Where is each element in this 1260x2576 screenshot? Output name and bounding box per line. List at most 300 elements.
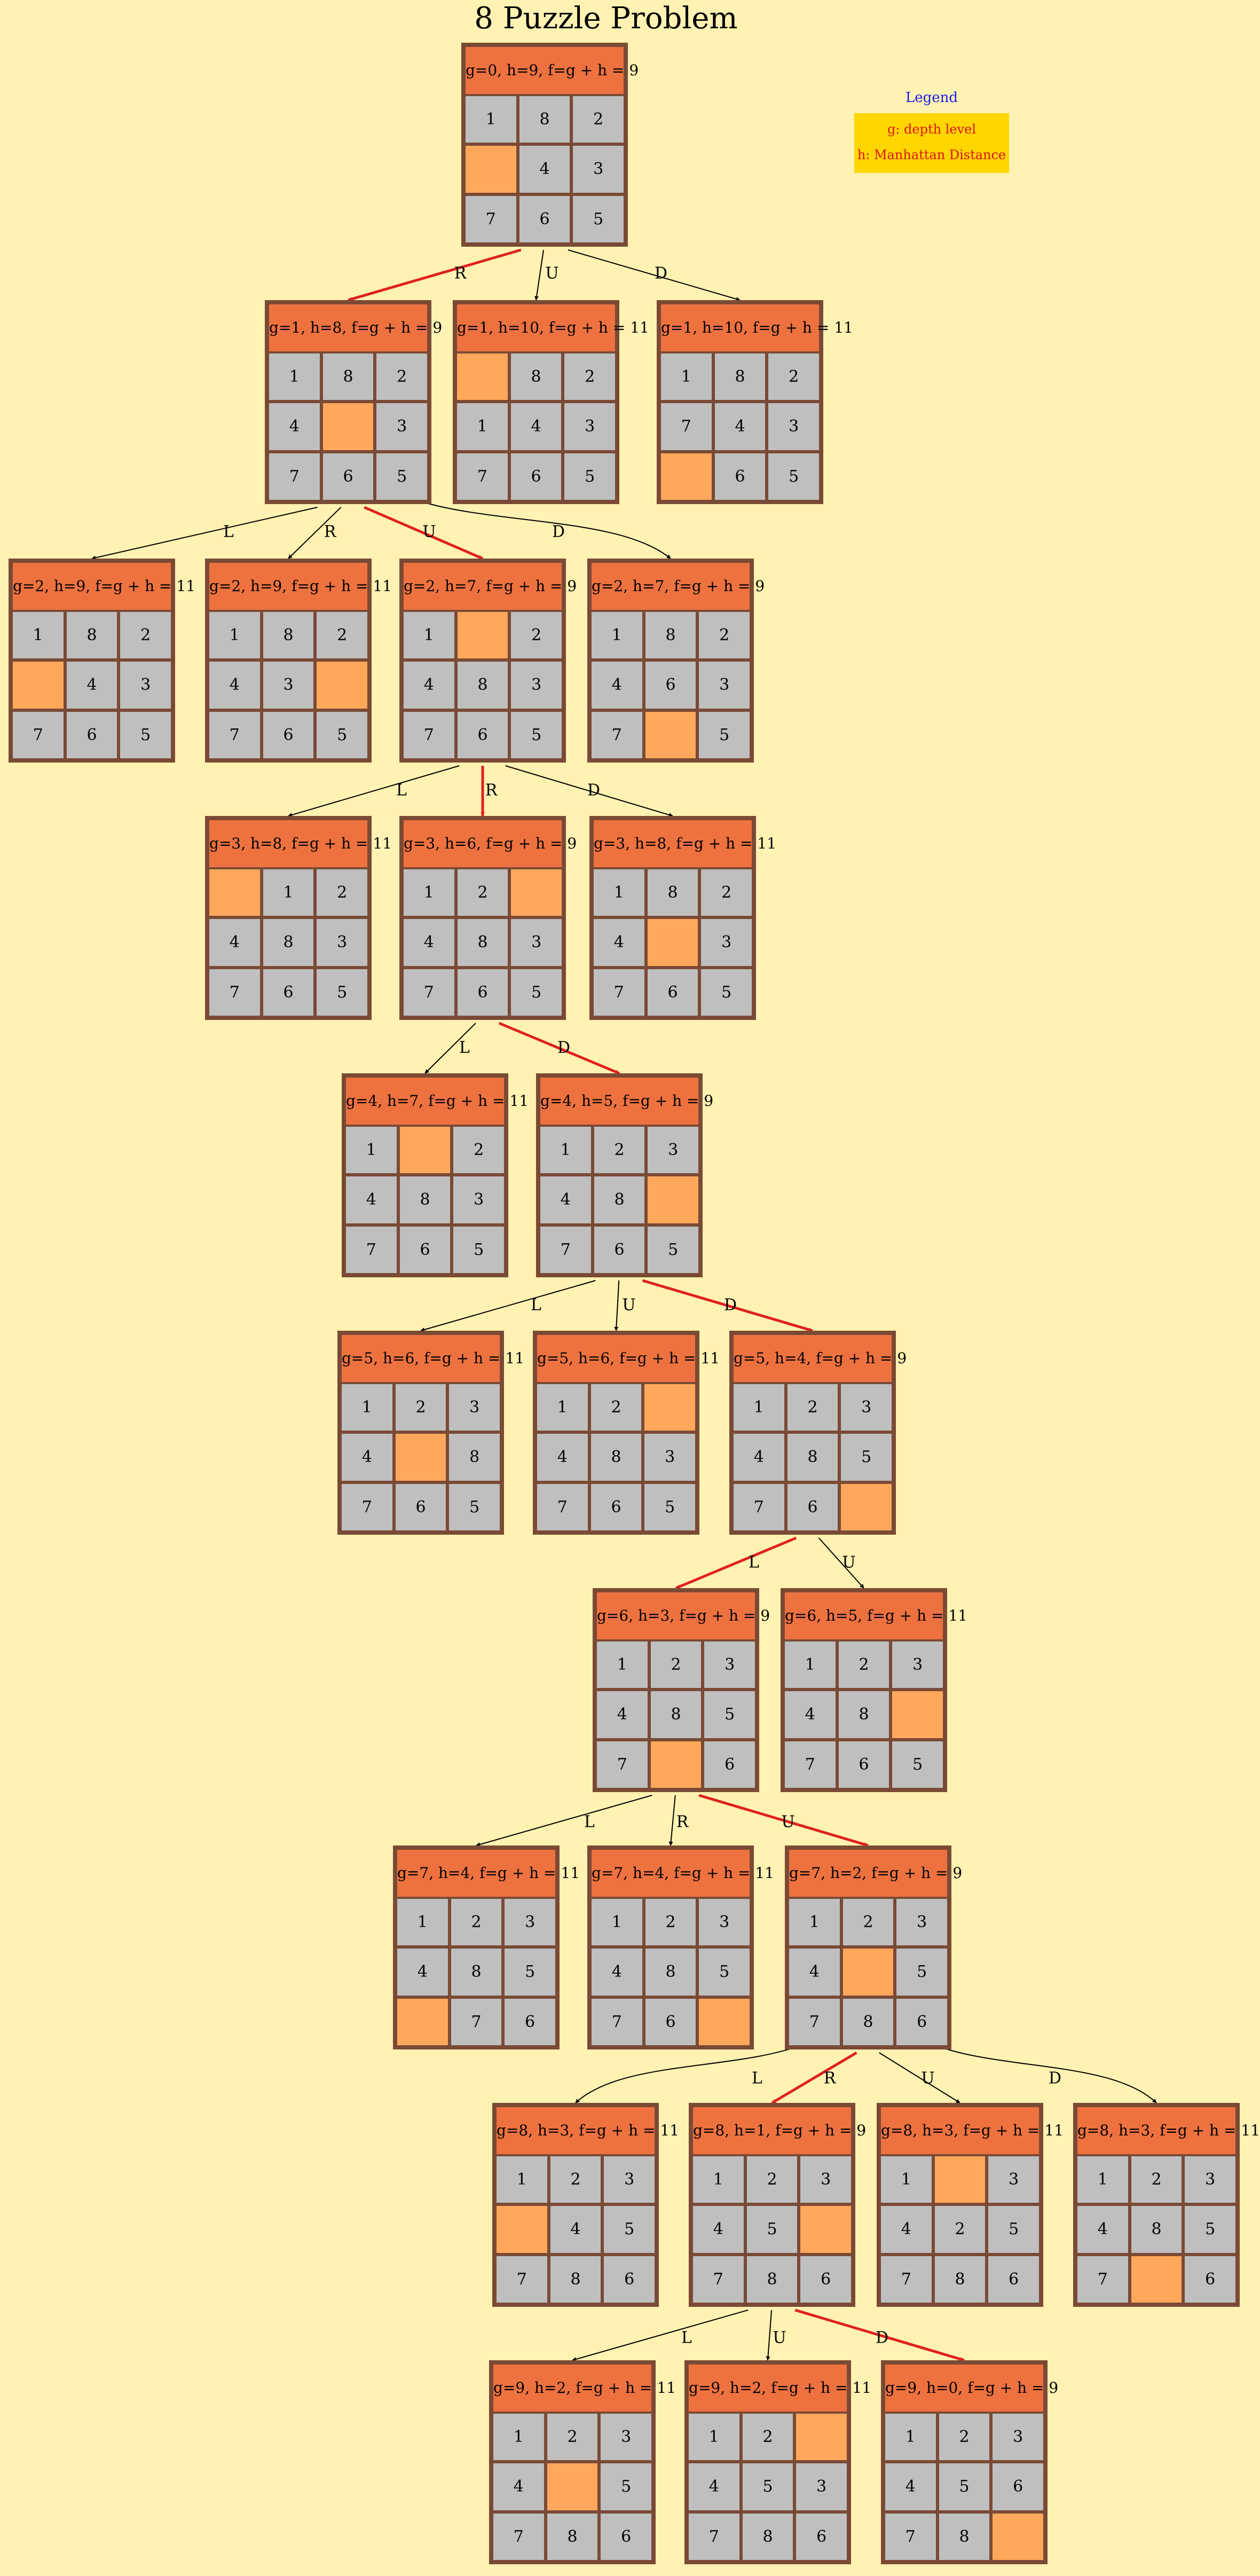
tile: 6 bbox=[704, 1741, 755, 1788]
puzzle-grid bbox=[693, 2156, 851, 2303]
tile: 7 bbox=[537, 1484, 588, 1530]
tile: 4 bbox=[537, 1434, 588, 1480]
tile: 3 bbox=[701, 919, 752, 965]
tile: 2 bbox=[317, 612, 367, 658]
node-cost-label: g=7, h=4, f=g + h = 11 bbox=[397, 1850, 555, 1897]
tile: 2 bbox=[451, 1899, 502, 1945]
tile: 4 bbox=[881, 2206, 932, 2252]
tile: 6 bbox=[396, 1484, 446, 1530]
puzzle-state-node bbox=[9, 559, 196, 763]
legend-item-depth: g: depth level bbox=[887, 122, 976, 137]
tile: 1 bbox=[537, 1384, 588, 1431]
blank-tile bbox=[843, 1949, 894, 1995]
tile: 5 bbox=[988, 2206, 1039, 2252]
tree-edge bbox=[616, 1281, 619, 1331]
edge-move-label: L bbox=[531, 1295, 541, 1315]
tile: 7 bbox=[13, 712, 64, 758]
puzzle-grid bbox=[594, 869, 752, 1016]
puzzle-state-node bbox=[533, 1331, 720, 1535]
puzzle-state-node bbox=[337, 1331, 525, 1535]
tile: 7 bbox=[493, 2514, 544, 2560]
tile: 6 bbox=[1185, 2256, 1235, 2303]
tile: 8 bbox=[263, 919, 314, 965]
tile: 7 bbox=[342, 1484, 392, 1530]
puzzle-state-node bbox=[729, 1331, 907, 1535]
tree-edge bbox=[288, 766, 459, 816]
tree-edge bbox=[92, 507, 317, 559]
tile: 7 bbox=[693, 2256, 744, 2303]
tile: 2 bbox=[511, 612, 562, 658]
node-cost-label: g=5, h=6, f=g + h = 11 bbox=[342, 1335, 500, 1382]
edge-move-label: R bbox=[454, 264, 467, 283]
node-cost-label: g=9, h=2, f=g + h = 11 bbox=[689, 2365, 847, 2412]
tile: 4 bbox=[209, 919, 260, 965]
tile: 5 bbox=[120, 712, 171, 758]
tile: 1 bbox=[497, 2156, 547, 2203]
tile: 2 bbox=[564, 354, 615, 400]
edge-move-label: U bbox=[921, 2069, 935, 2088]
tree-edge bbox=[932, 2044, 1156, 2103]
tile: 7 bbox=[1077, 2256, 1128, 2303]
tile: 4 bbox=[342, 1434, 392, 1480]
puzzle-grid bbox=[540, 1127, 698, 1273]
edge-move-label: L bbox=[752, 2069, 762, 2088]
tile: 3 bbox=[896, 1899, 947, 1945]
edge-move-label: D bbox=[587, 781, 601, 800]
tile: 3 bbox=[988, 2156, 1039, 2203]
node-cost-label: g=1, h=10, f=g + h = 11 bbox=[457, 304, 615, 351]
tile: 6 bbox=[800, 2256, 851, 2303]
tile: 2 bbox=[376, 354, 427, 400]
tile: 6 bbox=[519, 196, 570, 242]
puzzle-state-node bbox=[205, 559, 392, 763]
edge-move-label: L bbox=[749, 1553, 759, 1572]
tile: 3 bbox=[648, 1127, 698, 1173]
tile: 1 bbox=[263, 869, 314, 916]
tile: 4 bbox=[885, 2463, 936, 2510]
tile: 8 bbox=[550, 2256, 601, 2303]
tile: 1 bbox=[785, 1642, 836, 1688]
blank-tile bbox=[1131, 2256, 1182, 2303]
tile: 1 bbox=[13, 612, 64, 658]
tile: 3 bbox=[699, 1899, 750, 1945]
puzzle-state-node bbox=[593, 1588, 770, 1792]
tile: 6 bbox=[263, 712, 314, 758]
tile: 6 bbox=[505, 1999, 555, 2045]
tile: 2 bbox=[788, 1384, 838, 1431]
tile: 8 bbox=[939, 2514, 990, 2560]
tile: 2 bbox=[550, 2156, 601, 2203]
tile: 8 bbox=[511, 354, 562, 400]
tile: 3 bbox=[892, 1642, 943, 1688]
tile: 4 bbox=[404, 662, 454, 708]
tile: 8 bbox=[839, 1691, 889, 1738]
tile: 5 bbox=[699, 712, 750, 758]
tile: 8 bbox=[449, 1434, 500, 1480]
edge-move-label: U bbox=[422, 522, 436, 541]
tile: 5 bbox=[743, 2463, 793, 2510]
tile: 7 bbox=[346, 1227, 397, 1273]
tile: 2 bbox=[1131, 2156, 1182, 2203]
tile: 7 bbox=[540, 1227, 591, 1273]
tile: 8 bbox=[1131, 2206, 1182, 2252]
tile: 5 bbox=[699, 1949, 750, 1995]
tile: 6 bbox=[458, 712, 508, 758]
tile: 3 bbox=[120, 662, 171, 708]
tile: 8 bbox=[263, 612, 314, 658]
tile: 6 bbox=[896, 1999, 947, 2045]
tile: 8 bbox=[843, 1999, 894, 2045]
tile: 1 bbox=[881, 2156, 932, 2203]
node-cost-label: g=2, h=9, f=g + h = 11 bbox=[209, 563, 367, 610]
tile: 5 bbox=[317, 969, 367, 1016]
puzzle-state-node bbox=[342, 1073, 529, 1277]
tile: 4 bbox=[397, 1949, 448, 1995]
tree-edge bbox=[476, 1795, 652, 1845]
puzzle-state-node bbox=[587, 559, 765, 763]
tile: 8 bbox=[594, 1176, 645, 1223]
puzzle-grid bbox=[592, 1899, 750, 2045]
tile: 5 bbox=[505, 1949, 555, 1995]
blank-tile bbox=[651, 1741, 702, 1788]
tile: 4 bbox=[715, 403, 766, 450]
puzzle-state-node bbox=[657, 300, 853, 504]
tile: 3 bbox=[699, 662, 750, 708]
puzzle-grid bbox=[466, 96, 624, 242]
blank-tile bbox=[511, 869, 562, 916]
puzzle-state-node bbox=[1073, 2103, 1260, 2307]
tile: 4 bbox=[592, 662, 642, 708]
puzzle-state-node bbox=[399, 816, 577, 1020]
tile: 4 bbox=[689, 2463, 739, 2510]
tile: 6 bbox=[988, 2256, 1039, 2303]
blank-tile bbox=[323, 403, 374, 450]
edge-move-label: U bbox=[842, 1553, 856, 1572]
tile: 4 bbox=[67, 662, 117, 708]
edge-move-label: L bbox=[223, 522, 234, 541]
tile: 7 bbox=[592, 1999, 642, 2045]
node-cost-label: g=3, h=6, f=g + h = 9 bbox=[404, 820, 562, 867]
tile: 4 bbox=[519, 146, 570, 192]
tile: 6 bbox=[993, 2463, 1043, 2510]
tile: 5 bbox=[1185, 2206, 1235, 2252]
tile: 4 bbox=[346, 1176, 397, 1223]
tile: 2 bbox=[839, 1642, 889, 1688]
blank-tile bbox=[796, 2414, 847, 2460]
puzzle-state-node bbox=[877, 2103, 1064, 2307]
tile: 2 bbox=[573, 96, 624, 143]
tile: 2 bbox=[768, 354, 819, 400]
tile: 1 bbox=[594, 869, 644, 916]
tree-edge bbox=[572, 2310, 748, 2360]
blank-tile bbox=[648, 919, 698, 965]
tile: 7 bbox=[885, 2514, 936, 2560]
tile: 5 bbox=[704, 1691, 755, 1738]
puzzle-grid bbox=[13, 612, 171, 758]
tree-edge bbox=[576, 2044, 804, 2103]
tile: 6 bbox=[591, 1484, 642, 1530]
tile: 6 bbox=[594, 1227, 645, 1273]
node-cost-label: g=3, h=8, f=g + h = 11 bbox=[594, 820, 752, 867]
tile: 3 bbox=[511, 919, 562, 965]
tile: 1 bbox=[885, 2414, 936, 2460]
node-cost-label: g=8, h=3, f=g + h = 11 bbox=[1077, 2107, 1235, 2154]
puzzle-state-node bbox=[492, 2103, 680, 2307]
tile: 8 bbox=[645, 1949, 696, 1995]
blank-tile bbox=[993, 2514, 1043, 2560]
tile: 2 bbox=[701, 869, 752, 916]
tile: 8 bbox=[451, 1949, 502, 1995]
tile: 5 bbox=[747, 2206, 798, 2252]
node-cost-label: g=0, h=9, f=g + h = 9 bbox=[466, 47, 624, 94]
tile: 3 bbox=[573, 146, 624, 192]
edge-move-label: R bbox=[485, 781, 498, 800]
node-cost-label: g=2, h=7, f=g + h = 9 bbox=[592, 563, 750, 610]
blank-tile bbox=[892, 1691, 943, 1738]
tile: 4 bbox=[511, 403, 562, 450]
blank-tile bbox=[397, 1999, 448, 2045]
tile: 1 bbox=[597, 1642, 648, 1688]
puzzle-grid bbox=[497, 2156, 655, 2303]
puzzle-state-node bbox=[393, 1845, 580, 2049]
tile: 5 bbox=[317, 712, 367, 758]
tile: 1 bbox=[1077, 2156, 1128, 2203]
tile: 1 bbox=[693, 2156, 744, 2203]
tile: 7 bbox=[451, 1999, 502, 2045]
puzzle-grid bbox=[537, 1384, 695, 1530]
tile: 2 bbox=[843, 1899, 894, 1945]
tile: 4 bbox=[693, 2206, 744, 2252]
node-cost-label: g=1, h=8, f=g + h = 9 bbox=[269, 304, 427, 351]
tile: 4 bbox=[734, 1434, 784, 1480]
tile: 2 bbox=[120, 612, 171, 658]
edge-move-label: U bbox=[545, 264, 559, 283]
tile: 1 bbox=[346, 1127, 397, 1173]
node-cost-label: g=3, h=8, f=g + h = 11 bbox=[209, 820, 367, 867]
tile: 3 bbox=[376, 403, 427, 450]
edge-move-label: D bbox=[1048, 2069, 1062, 2088]
tile: 7 bbox=[594, 969, 644, 1016]
tile: 6 bbox=[604, 2256, 655, 2303]
tile: 6 bbox=[645, 662, 696, 708]
edge-move-label: R bbox=[823, 2069, 836, 2088]
tile: 7 bbox=[457, 453, 508, 500]
tile: 6 bbox=[601, 2514, 651, 2560]
tile: 2 bbox=[547, 2414, 598, 2460]
tile: 5 bbox=[573, 196, 624, 242]
blank-tile bbox=[466, 146, 516, 192]
tile: 2 bbox=[699, 612, 750, 658]
tile: 7 bbox=[689, 2514, 739, 2560]
puzzle-state-node bbox=[265, 300, 443, 504]
node-cost-label: g=7, h=2, f=g + h = 9 bbox=[789, 1850, 947, 1897]
node-cost-label: g=5, h=6, f=g + h = 11 bbox=[537, 1335, 695, 1382]
tile: 7 bbox=[404, 969, 454, 1016]
blank-tile bbox=[13, 662, 64, 708]
tile: 3 bbox=[796, 2463, 847, 2510]
tile: 3 bbox=[841, 1384, 892, 1431]
diagram-title: 8 Puzzle Problem bbox=[474, 1, 738, 36]
tile: 5 bbox=[768, 453, 819, 500]
tile: 5 bbox=[892, 1741, 943, 1788]
solution-edge bbox=[348, 250, 521, 300]
tile: 5 bbox=[453, 1227, 504, 1273]
tile: 2 bbox=[591, 1384, 642, 1431]
edge-move-label: L bbox=[396, 781, 407, 800]
tile: 1 bbox=[592, 1899, 642, 1945]
tile: 5 bbox=[939, 2463, 990, 2510]
puzzle-grid bbox=[209, 869, 367, 1016]
puzzle-grid bbox=[789, 1899, 947, 2045]
puzzle-grid bbox=[661, 354, 819, 500]
node-cost-label: g=4, h=7, f=g + h = 11 bbox=[346, 1078, 504, 1125]
tile: 3 bbox=[564, 403, 615, 450]
edge-move-label: D bbox=[723, 1295, 737, 1315]
edge-move-label: L bbox=[459, 1038, 470, 1057]
tile: 6 bbox=[796, 2514, 847, 2560]
puzzle-state-node bbox=[453, 300, 649, 504]
tile: 6 bbox=[788, 1484, 838, 1530]
puzzle-grid bbox=[209, 612, 367, 758]
puzzle-grid bbox=[597, 1642, 755, 1788]
puzzle-grid bbox=[346, 1127, 504, 1273]
tile: 5 bbox=[449, 1484, 500, 1530]
tile: 1 bbox=[789, 1899, 840, 1945]
node-cost-label: g=9, h=0, f=g + h = 9 bbox=[885, 2365, 1043, 2412]
edge-move-label: U bbox=[622, 1295, 636, 1315]
tile: 8 bbox=[645, 612, 696, 658]
tile: 1 bbox=[404, 869, 454, 916]
blank-tile bbox=[497, 2206, 547, 2252]
puzzle-grid bbox=[397, 1899, 555, 2045]
edge-move-label: D bbox=[557, 1038, 571, 1057]
tile: 6 bbox=[458, 969, 508, 1016]
tile: 4 bbox=[269, 403, 320, 450]
puzzle-grid bbox=[689, 2414, 847, 2560]
tile: 8 bbox=[547, 2514, 598, 2560]
node-cost-label: g=7, h=4, f=g + h = 11 bbox=[592, 1850, 750, 1897]
tile: 1 bbox=[689, 2414, 739, 2460]
puzzle-state-node bbox=[587, 1845, 775, 2049]
puzzle-state-node bbox=[489, 2360, 676, 2564]
blank-tile bbox=[644, 1384, 695, 1431]
node-cost-label: g=5, h=4, f=g + h = 9 bbox=[734, 1335, 892, 1382]
blank-tile bbox=[800, 2206, 851, 2252]
tile: 4 bbox=[540, 1176, 591, 1223]
blank-tile bbox=[396, 1434, 446, 1480]
tile: 7 bbox=[497, 2256, 547, 2303]
tile: 2 bbox=[396, 1384, 446, 1431]
tile: 1 bbox=[397, 1899, 448, 1945]
legend-item-heuristic: h: Manhattan Distance bbox=[857, 147, 1006, 162]
tile: 3 bbox=[511, 662, 562, 708]
tile: 8 bbox=[648, 869, 698, 916]
tile: 3 bbox=[704, 1642, 755, 1688]
puzzle-state-node bbox=[399, 559, 577, 763]
tile: 1 bbox=[734, 1384, 784, 1431]
edge-move-label: R bbox=[676, 1812, 689, 1832]
tile: 8 bbox=[67, 612, 117, 658]
tile: 3 bbox=[800, 2156, 851, 2203]
tile: 6 bbox=[323, 453, 374, 500]
tree-edge bbox=[568, 250, 740, 300]
tile: 3 bbox=[317, 919, 367, 965]
tile: 6 bbox=[400, 1227, 451, 1273]
node-cost-label: g=9, h=2, f=g + h = 11 bbox=[493, 2365, 651, 2412]
tile: 7 bbox=[466, 196, 516, 242]
tile: 1 bbox=[269, 354, 320, 400]
tile: 2 bbox=[645, 1899, 696, 1945]
tile: 5 bbox=[511, 969, 562, 1016]
tile: 2 bbox=[935, 2206, 986, 2252]
node-cost-label: g=1, h=10, f=g + h = 11 bbox=[661, 304, 819, 351]
puzzle-grid bbox=[342, 1384, 500, 1530]
tile: 8 bbox=[651, 1691, 702, 1738]
tile: 2 bbox=[458, 869, 508, 916]
tree-edge bbox=[671, 1795, 675, 1845]
node-cost-label: g=6, h=5, f=g + h = 11 bbox=[785, 1592, 943, 1639]
node-cost-label: g=6, h=3, f=g + h = 9 bbox=[597, 1592, 755, 1639]
tile: 1 bbox=[404, 612, 454, 658]
tile: 7 bbox=[785, 1741, 836, 1788]
tile: 6 bbox=[511, 453, 562, 500]
tile: 1 bbox=[457, 403, 508, 450]
tree-edge bbox=[536, 250, 544, 300]
tree-edge bbox=[768, 2310, 771, 2360]
tile: 1 bbox=[493, 2414, 544, 2460]
tile: 3 bbox=[644, 1434, 695, 1480]
tile: 7 bbox=[661, 403, 712, 450]
legend-title: Legend bbox=[905, 90, 958, 106]
tile: 7 bbox=[209, 712, 260, 758]
tile: 1 bbox=[342, 1384, 392, 1431]
tile: 5 bbox=[604, 2206, 655, 2252]
edge-move-label: D bbox=[654, 264, 668, 283]
puzzle-grid bbox=[734, 1384, 892, 1530]
tile: 4 bbox=[1077, 2206, 1128, 2252]
tile: 3 bbox=[263, 662, 314, 708]
tile: 3 bbox=[993, 2414, 1043, 2460]
tile: 3 bbox=[604, 2156, 655, 2203]
tile: 7 bbox=[404, 712, 454, 758]
tree-edge bbox=[412, 499, 671, 559]
tile: 4 bbox=[597, 1691, 648, 1738]
tile: 7 bbox=[881, 2256, 932, 2303]
tile: 8 bbox=[400, 1176, 451, 1223]
tile: 3 bbox=[768, 403, 819, 450]
puzzle-state-node bbox=[785, 1845, 963, 2049]
puzzle-grid bbox=[592, 612, 750, 758]
puzzle-grid bbox=[1077, 2156, 1235, 2303]
node-cost-label: g=8, h=1, f=g + h = 9 bbox=[693, 2107, 851, 2154]
tile: 3 bbox=[453, 1176, 504, 1223]
tile: 5 bbox=[644, 1484, 695, 1530]
legend-box bbox=[854, 113, 1009, 173]
puzzle-state-node bbox=[881, 2360, 1059, 2564]
node-cost-label: g=8, h=3, f=g + h = 11 bbox=[881, 2107, 1039, 2154]
tile: 8 bbox=[458, 919, 508, 965]
puzzle-grid bbox=[881, 2156, 1039, 2303]
tile: 4 bbox=[404, 919, 454, 965]
tile: 2 bbox=[939, 2414, 990, 2460]
tile: 8 bbox=[935, 2256, 986, 2303]
tile: 2 bbox=[453, 1127, 504, 1173]
puzzle-grid bbox=[493, 2414, 651, 2560]
tile: 3 bbox=[449, 1384, 500, 1431]
tile: 5 bbox=[376, 453, 427, 500]
puzzle-grid bbox=[404, 869, 562, 1016]
puzzle-state-node bbox=[684, 2360, 872, 2564]
